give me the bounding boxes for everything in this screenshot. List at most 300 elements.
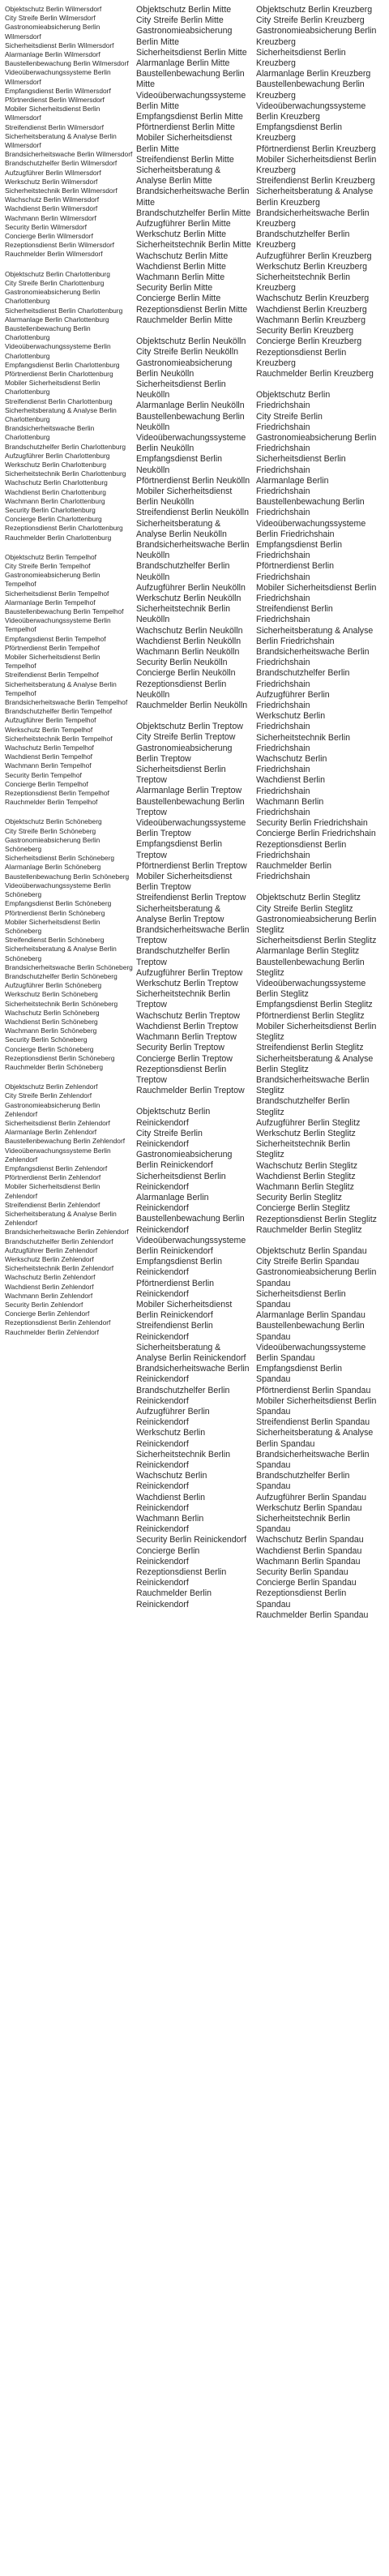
service-link[interactable]: Wachschutz Berlin Steglitz <box>256 1160 358 1171</box>
service-link[interactable]: Aufzugführer Berlin Reinickendorf <box>136 1407 210 1428</box>
service-link[interactable]: Pförtnerdienst Berlin Charlottenburg <box>5 369 113 378</box>
service-link[interactable]: Mobiler Sicherheitsdienst Berlin Zehlendorf <box>5 1182 100 1200</box>
service-link[interactable]: Brandsicherheitswache Berlin Spandau <box>256 1449 370 1471</box>
service-link[interactable]: Brandschutzhelfer Berlin Kreuzberg <box>256 229 350 251</box>
service-link[interactable]: Empfangsdienst Berlin Schöneberg <box>5 899 112 908</box>
service-link[interactable]: Aufzugführer Berlin Treptow <box>136 967 243 978</box>
service-link[interactable]: Werkschutz Berlin Wilmersdorf <box>5 177 98 186</box>
service-link[interactable]: Rezeptionsdienst Berlin Steglitz <box>256 1214 377 1224</box>
service-link[interactable]: Sicherheitstechnik Berlin Schöneberg <box>5 999 118 1008</box>
service-link[interactable]: Wachmann Berlin Schöneberg <box>5 1027 97 1035</box>
service-link[interactable]: Mobiler Sicherheitsdienst Berlin Spandau <box>256 1395 377 1417</box>
service-link[interactable]: Sicherheitsdienst Berlin Spandau <box>256 1288 346 1309</box>
service-link[interactable]: Rauchmelder Berlin Neukölln <box>136 701 248 710</box>
service-link[interactable]: City Streife Berlin Neukölln <box>136 347 238 358</box>
service-link[interactable]: Mobiler Sicherheitsdienst Berlin Wilmersdorf <box>5 105 100 122</box>
service-link[interactable]: Mobiler Sicherheitsdienst Berlin Steglitz <box>256 1021 377 1043</box>
service-link[interactable]: Gastronomieabsicherung Berlin Friedrichshain <box>256 432 377 454</box>
service-link[interactable]: Werkschutz Berlin Charlottenburg <box>5 460 107 469</box>
service-link[interactable]: Mobiler Sicherheitsdienst Berlin Charlottenburg <box>5 379 100 396</box>
service-link[interactable]: Aufzugführer Berlin Schöneberg <box>5 981 102 990</box>
service-link[interactable]: Sicherheitstechnik Berlin Treptow <box>136 989 230 1010</box>
service-link[interactable]: Baustellenbewachung Berlin Mitte <box>136 69 245 90</box>
service-link[interactable]: Empfangsdienst Berlin Tempelhof <box>5 634 106 643</box>
service-link[interactable]: Baustellenbewachung Berlin Treptow <box>136 796 245 817</box>
service-link[interactable]: Alarmanlage Berlin Tempelhof <box>5 598 96 606</box>
service-link[interactable]: Brandsicherheitswache Berlin Neukölln <box>136 539 250 561</box>
service-link[interactable]: Rezeptionsdienst Berlin Treptow <box>136 1064 227 1085</box>
service-link[interactable]: Streifendienst Berlin Zehlendorf <box>5 1200 100 1209</box>
service-link[interactable]: Baustellenbewachung Berlin Reinickendorf <box>136 1214 245 1235</box>
service-link[interactable]: Baustellenbewachung Berlin Schöneberg <box>5 872 130 881</box>
service-link[interactable]: Gastronomieabsicherung Berlin Wilmersdorf <box>5 23 100 41</box>
service-link[interactable]: Alarmanlage Berlin Steglitz <box>256 946 360 957</box>
service-link[interactable]: Baustellenbewachung Berlin Charlottenburg <box>5 324 91 342</box>
service-link[interactable]: Videoüberwachungssysteme Berlin Spandau <box>256 1342 366 1363</box>
service-link[interactable]: Mobiler Sicherheitsdienst Berlin Friedrichshain <box>256 582 377 603</box>
service-link[interactable]: Wachmann Berlin Charlottenburg <box>5 496 105 505</box>
service-link[interactable]: Rauchmelder Berlin Tempelhof <box>5 798 98 807</box>
service-link[interactable]: Sicherheitsberatung & Analyse Berlin Friedrichshain <box>256 625 374 646</box>
service-link[interactable]: Sicherheitsberatung & Analyse Berlin Steglitz <box>256 1053 374 1074</box>
service-link[interactable]: Rauchmelder Berlin Zehlendorf <box>5 1327 99 1336</box>
service-link[interactable]: Wachschutz Berlin Charlottenburg <box>5 478 108 487</box>
service-link[interactable]: Wachdienst Berlin Zehlendorf <box>5 1282 94 1291</box>
service-link[interactable]: Baustellenbewachung Berlin Tempelhof <box>5 607 124 615</box>
service-link[interactable]: Brandschutzhelfer Berlin Wilmersdorf <box>5 159 118 168</box>
service-link[interactable]: Wachschutz Berlin Reinickendorf <box>136 1471 207 1492</box>
service-link[interactable]: Videoüberwachungssysteme Berlin Zehlendorf <box>5 1146 111 1164</box>
service-link[interactable]: Videoüberwachungssysteme Berlin Kreuzberg <box>256 101 366 122</box>
service-link[interactable]: Brandsicherheitswache Berlin Kreuzberg <box>256 208 370 229</box>
service-link[interactable]: Pförtnerdienst Berlin Reinickendorf <box>136 1278 214 1299</box>
service-link[interactable]: Gastronomieabsicherung Berlin Spandau <box>256 1267 377 1288</box>
service-link[interactable]: Aufzugführer Berlin Friedrichshain <box>256 689 330 710</box>
service-link[interactable]: City Streife Berlin Mitte <box>136 15 224 26</box>
service-link[interactable]: Gastronomieabsicherung Berlin Mitte <box>136 26 233 47</box>
service-link[interactable]: Security Berlin Neukölln <box>136 658 228 668</box>
service-link[interactable]: Sicherheitsdienst Berlin Wilmersdorf <box>5 41 114 49</box>
service-link[interactable]: Aufzugführer Berlin Zehlendorf <box>5 1245 98 1254</box>
service-link[interactable]: Aufzugführer Berlin Neukölln <box>136 582 246 593</box>
service-link[interactable]: City Streife Berlin Treptow <box>136 732 236 743</box>
service-link[interactable]: Streifendienst Berlin Charlottenburg <box>5 396 113 405</box>
service-link[interactable]: Wachmann Berlin Tempelhof <box>5 761 92 770</box>
service-link[interactable]: Brandschutzhelfer Berlin Friedrichshain <box>256 668 350 689</box>
service-link[interactable]: Security Berlin Zehlendorf <box>5 1301 83 1309</box>
service-link[interactable]: Werkschutz Berlin Steglitz <box>256 1128 356 1138</box>
service-link[interactable]: Sicherheitsberatung & Analyse Berlin Treptow <box>136 903 224 924</box>
service-link[interactable]: Mobiler Sicherheitsdienst Berlin Reinickendorf <box>136 1299 233 1321</box>
service-link[interactable]: Pförtnerdienst Berlin Neukölln <box>136 475 250 486</box>
service-link[interactable]: Brandsicherheitswache Berlin Mitte <box>136 186 250 208</box>
service-link[interactable]: Rezeptionsdienst Berlin Schöneberg <box>5 1053 115 1062</box>
service-link[interactable]: Sicherheitsdienst Berlin Neukölln <box>136 379 226 401</box>
service-link[interactable]: Alarmanlage Berlin Zehlendorf <box>5 1128 97 1137</box>
service-link[interactable]: Empfangsdienst Berlin Wilmersdorf <box>5 86 111 95</box>
service-link[interactable]: City Streife Berlin Reinickendorf <box>136 1128 203 1149</box>
service-link[interactable]: Concierge Berlin Schöneberg <box>5 1044 94 1053</box>
service-link[interactable]: Brandsicherheitswache Berlin Treptow <box>136 925 250 946</box>
service-link[interactable]: Baustellenbewachung Berlin Zehlendorf <box>5 1137 126 1146</box>
service-link[interactable]: Wachmann Berlin Friedrichshain <box>256 796 324 818</box>
service-link[interactable]: Sicherheitsdienst Berlin Steglitz <box>256 936 377 946</box>
service-link[interactable]: Sicherheitsdienst Berlin Zehlendorf <box>5 1118 110 1127</box>
service-link[interactable]: Sicherheitsberatung & Analyse Berlin Wilmersdorf <box>5 131 117 150</box>
service-link[interactable]: Videoüberwachungssysteme Berlin Neukölln <box>136 432 246 454</box>
service-link[interactable]: Wachschutz Berlin Friedrichshain <box>256 754 327 775</box>
service-link[interactable]: Mobiler Sicherheitsdienst Berlin Neukölln <box>136 486 233 508</box>
service-link[interactable]: Objektschutz Berlin Mitte <box>136 5 232 15</box>
service-link[interactable]: Security Berlin Schöneberg <box>5 1035 88 1044</box>
service-link[interactable]: Alarmanlage Berlin Charlottenburg <box>5 315 109 324</box>
service-link[interactable]: Wachmann Berlin Steglitz <box>256 1181 354 1192</box>
service-link[interactable]: Rauchmelder Berlin Steglitz <box>256 1224 362 1235</box>
service-link[interactable]: Sicherheitstechnik Berlin Neukölln <box>136 604 230 625</box>
service-link[interactable]: Alarmanlage Berlin Reinickendorf <box>136 1192 209 1214</box>
service-link[interactable]: Rezeptionsdienst Berlin Charlottenburg <box>5 524 123 533</box>
service-link[interactable]: Wachschutz Berlin Wilmersdorf <box>5 195 100 204</box>
service-link[interactable]: Streifendienst Berlin Wilmersdorf <box>5 122 104 131</box>
service-link[interactable]: Security Berlin Friedrichshain <box>256 818 368 829</box>
service-link[interactable]: Streifendienst Berlin Schöneberg <box>5 936 105 945</box>
service-link[interactable]: Wachmann Berlin Reinickendorf <box>136 1514 204 1535</box>
service-link[interactable]: Empfangsdienst Berlin Kreuzberg <box>256 122 342 144</box>
service-link[interactable]: Concierge Berlin Wilmersdorf <box>5 232 93 241</box>
service-link[interactable]: Brandschutzhelfer Berlin Steglitz <box>256 1096 350 1117</box>
service-link[interactable]: Werkschutz Berlin Spandau <box>256 1502 362 1513</box>
service-link[interactable]: Streifendienst Berlin Reinickendorf <box>136 1321 213 1342</box>
service-link[interactable]: Wachdienst Berlin Charlottenburg <box>5 487 106 496</box>
service-link[interactable]: Sicherheitstechnik Berlin Zehlendorf <box>5 1264 114 1273</box>
service-link[interactable]: Streifendienst Berlin Steglitz <box>256 1043 364 1053</box>
service-link[interactable]: Wachschutz Berlin Zehlendorf <box>5 1273 96 1282</box>
service-link[interactable]: Brandschutzhelfer Berlin Mitte <box>136 208 251 218</box>
service-link[interactable]: Brandschutzhelfer Berlin Charlottenburg <box>5 442 126 451</box>
service-link[interactable]: Rauchmelder Berlin Kreuzberg <box>256 368 374 379</box>
service-link[interactable]: Rezeptionsdienst Berlin Wilmersdorf <box>5 241 114 250</box>
service-link[interactable]: Baustellenbewachung Berlin Neukölln <box>136 411 245 432</box>
service-link[interactable]: Objektschutz Berlin Schöneberg <box>5 817 102 826</box>
service-link[interactable]: Wachmann Berlin Wilmersdorf <box>5 213 96 222</box>
service-link[interactable]: Mobiler Sicherheitsdienst Berlin Kreuzberg <box>256 154 377 176</box>
service-link[interactable]: City Streife Berlin Schöneberg <box>5 826 96 835</box>
service-link[interactable]: Pförtnerdienst Berlin Schöneberg <box>5 908 105 917</box>
service-link[interactable]: Sicherheitsberatung & Analyse Berlin Reinickendorf <box>136 1342 246 1363</box>
service-link[interactable]: Brandsicherheitswache Berlin Friedrichshain <box>256 646 370 668</box>
service-link[interactable]: Wachmann Berlin Neukölln <box>136 646 240 657</box>
service-link[interactable]: Gastronomieabsicherung Berlin Neukölln <box>136 358 233 379</box>
service-link[interactable]: Gastronomieabsicherung Berlin Treptow <box>136 743 233 764</box>
service-link[interactable]: Pförtnerdienst Berlin Treptow <box>136 860 247 871</box>
service-link[interactable]: Wachdienst Berlin Kreuzberg <box>256 304 367 315</box>
service-link[interactable]: Wachschutz Berlin Mitte <box>136 251 229 261</box>
service-link[interactable]: Rauchmelder Berlin Treptow <box>136 1086 245 1096</box>
service-link[interactable]: Aufzugführer Berlin Tempelhof <box>5 716 96 725</box>
service-link[interactable]: Sicherheitsberatung & Analyse Berlin Tempelhof <box>5 679 117 697</box>
service-link[interactable]: Security Berlin Kreuzberg <box>256 326 354 336</box>
service-link[interactable]: Streifendienst Berlin Tempelhof <box>5 671 99 679</box>
service-link[interactable]: Security Berlin Wilmersdorf <box>5 222 87 231</box>
service-link[interactable]: Sicherheitsdienst Berlin Reinickendorf <box>136 1171 226 1192</box>
service-link[interactable]: Wachdienst Berlin Spandau <box>256 1545 362 1556</box>
service-link[interactable]: Brandsicherheitswache Berlin Zehlendorf <box>5 1228 129 1237</box>
service-link[interactable]: City Streife Berlin Spandau <box>256 1257 360 1267</box>
service-link[interactable]: Sicherheitsdienst Berlin Tempelhof <box>5 589 109 598</box>
service-link[interactable]: Brandschutzhelfer Berlin Zehlendorf <box>5 1237 113 1245</box>
service-link[interactable]: Pförtnerdienst Berlin Mitte <box>136 122 235 133</box>
service-link[interactable]: Wachdienst Berlin Treptow <box>136 1021 238 1031</box>
service-link[interactable]: Rezeptionsdienst Berlin Spandau <box>256 1588 347 1609</box>
service-link[interactable]: Pförtnerdienst Berlin Zehlendorf <box>5 1173 101 1182</box>
service-link[interactable]: Empfangsdienst Berlin Neukölln <box>136 454 222 475</box>
service-link[interactable]: Concierge Berlin Tempelhof <box>5 779 88 788</box>
service-link[interactable]: Wachmann Berlin Mitte <box>136 272 225 283</box>
service-link[interactable]: Sicherheitstechnik Berlin Mitte <box>136 240 251 251</box>
service-link[interactable]: Alarmanlage Berlin Treptow <box>136 786 242 796</box>
service-link[interactable]: Aufzugführer Berlin Wilmersdorf <box>5 168 101 177</box>
service-link[interactable]: Rezeptionsdienst Berlin Neukölln <box>136 679 227 700</box>
service-link[interactable]: Werkschutz Berlin Schöneberg <box>5 990 98 999</box>
service-link[interactable]: Mobiler Sicherheitsdienst Berlin Mitte <box>136 133 233 154</box>
service-link[interactable]: Pförtnerdienst Berlin Friedrichshain <box>256 561 334 582</box>
service-link[interactable]: Streifendienst Berlin Spandau <box>256 1417 370 1428</box>
service-link[interactable]: Empfangsdienst Berlin Treptow <box>136 839 222 860</box>
service-link[interactable]: Wachdienst Berlin Reinickendorf <box>136 1492 205 1513</box>
service-link[interactable]: Gastronomieabsicherung Berlin Zehlendorf <box>5 1100 100 1118</box>
service-link[interactable]: Sicherheitsberatung & Analyse Berlin Spandau <box>256 1428 374 1449</box>
service-link[interactable]: Concierge Berlin Reinickendorf <box>136 1545 200 1567</box>
service-link[interactable]: Objektschutz Berlin Friedrichshain <box>256 390 331 411</box>
service-link[interactable]: Sicherheitstechnik Berlin Charlottenburg <box>5 469 126 478</box>
service-link[interactable]: Pförtnerdienst Berlin Spandau <box>256 1385 371 1395</box>
service-link[interactable]: Mobiler Sicherheitsdienst Berlin Tempelhof <box>5 653 100 671</box>
service-link[interactable]: Concierge Berlin Zehlendorf <box>5 1309 90 1318</box>
service-link[interactable]: Gastronomieabsicherung Berlin Kreuzberg <box>256 26 377 47</box>
service-link[interactable]: Wachschutz Berlin Treptow <box>136 1010 240 1021</box>
service-link[interactable]: Sicherheitsdienst Berlin Treptow <box>136 765 226 786</box>
service-link[interactable]: Empfangsdienst Berlin Charlottenburg <box>5 360 120 369</box>
service-link[interactable]: Alarmanlage Berlin Spandau <box>256 1310 365 1321</box>
service-link[interactable]: Rauchmelder Berlin Schöneberg <box>5 1062 104 1071</box>
service-link[interactable]: Security Berlin Reinickendorf <box>136 1535 247 1545</box>
service-link[interactable]: Werkschutz Berlin Kreuzberg <box>256 261 367 272</box>
service-link[interactable]: Security Berlin Steglitz <box>256 1193 342 1203</box>
service-link[interactable]: Objektschutz Berlin Spandau <box>256 1245 367 1256</box>
service-link[interactable]: Sicherheitsberatung & Analyse Berlin Schöneberg <box>5 945 117 962</box>
service-link[interactable]: Security Berlin Tempelhof <box>5 770 82 779</box>
service-link[interactable]: Objektschutz Berlin Wilmersdorf <box>5 5 102 13</box>
service-link[interactable]: Brandsicherheitswache Berlin Wilmersdorf <box>5 150 133 159</box>
service-link[interactable]: Videoüberwachungssysteme Berlin Tempelhof <box>5 616 111 634</box>
service-link[interactable]: Rauchmelder Berlin Reinickendorf <box>136 1588 212 1609</box>
service-link[interactable]: Werkschutz Berlin Mitte <box>136 229 227 240</box>
service-link[interactable]: Aufzugführer Berlin Mitte <box>136 219 231 229</box>
service-link[interactable]: Sicherheitsdienst Berlin Charlottenburg <box>5 306 123 315</box>
service-link[interactable]: Videoüberwachungssysteme Berlin Charlottenburg <box>5 342 111 360</box>
service-link[interactable]: Videoüberwachungssysteme Berlin Wilmersdorf <box>5 68 111 86</box>
service-link[interactable]: Rauchmelder Berlin Wilmersdorf <box>5 250 103 259</box>
service-link[interactable]: Sicherheitsberatung & Analyse Berlin Charlottenburg <box>5 405 117 423</box>
service-link[interactable]: Sicherheitstechnik Berlin Kreuzberg <box>256 272 350 294</box>
service-link[interactable]: Empfangsdienst Berlin Reinickendorf <box>136 1257 222 1278</box>
service-link[interactable]: Brandsicherheitswache Berlin Reinickendorf <box>136 1364 250 1385</box>
service-link[interactable]: Sicherheitstechnik Berlin Reinickendorf <box>136 1449 230 1471</box>
service-link[interactable]: City Streife Berlin Kreuzberg <box>256 15 365 26</box>
service-link[interactable]: Rauchmelder Berlin Friedrichshain <box>256 861 332 882</box>
service-link[interactable]: Objektschutz Berlin Kreuzberg <box>256 5 373 15</box>
service-link[interactable]: Werkschutz Berlin Treptow <box>136 979 238 989</box>
service-link[interactable]: Wachschutz Berlin Kreuzberg <box>256 294 370 304</box>
service-link[interactable]: Aufzugführer Berlin Kreuzberg <box>256 251 372 261</box>
service-link[interactable]: Alarmanlage Berlin Wilmersdorf <box>5 50 100 59</box>
service-link[interactable]: Sicherheitstechnik Berlin Wilmersdorf <box>5 186 118 195</box>
service-link[interactable]: Rauchmelder Berlin Charlottenburg <box>5 533 112 542</box>
service-link[interactable]: Gastronomieabsicherung Berlin Reinickendorf <box>136 1150 233 1171</box>
service-link[interactable]: Empfangsdienst Berlin Steglitz <box>256 1000 373 1010</box>
service-link[interactable]: Brandschutzhelfer Berlin Schöneberg <box>5 971 118 980</box>
service-link[interactable]: Wachdienst Berlin Schöneberg <box>5 1017 98 1026</box>
service-link[interactable]: Wachschutz Berlin Tempelhof <box>5 744 94 752</box>
service-link[interactable]: Wachmann Berlin Zehlendorf <box>5 1291 93 1300</box>
service-link[interactable]: Wachmann Berlin Spandau <box>256 1556 361 1567</box>
service-link[interactable]: Alarmanlage Berlin Friedrichshain <box>256 475 329 496</box>
service-link[interactable]: Wachdienst Berlin Mitte <box>136 261 226 272</box>
service-link[interactable]: Rauchmelder Berlin Mitte <box>136 315 233 325</box>
service-link[interactable]: Concierge Berlin Friedrichshain <box>256 829 376 839</box>
service-link[interactable]: Streifendienst Berlin Friedrichshain <box>256 604 333 625</box>
service-link[interactable]: Brandsicherheitswache Berlin Steglitz <box>256 1074 370 1096</box>
service-link[interactable]: Werkschutz Berlin Tempelhof <box>5 725 93 734</box>
service-link[interactable]: Baustellenbewachung Berlin Friedrichshain <box>256 497 365 518</box>
service-link[interactable]: City Streife Berlin Steglitz <box>256 903 353 914</box>
service-link[interactable]: Videoüberwachungssysteme Berlin Steglitz <box>256 979 366 1000</box>
service-link[interactable]: Pförtnerdienst Berlin Tempelhof <box>5 643 100 652</box>
service-link[interactable]: Sicherheitstechnik Berlin Friedrichshain <box>256 732 350 753</box>
service-link[interactable]: Wachdienst Berlin Tempelhof <box>5 752 92 761</box>
service-link[interactable]: Sicherheitsdienst Berlin Mitte <box>136 47 247 58</box>
service-link[interactable]: Empfangsdienst Berlin Spandau <box>256 1364 342 1385</box>
service-link[interactable]: Concierge Berlin Kreuzberg <box>256 336 362 347</box>
service-link[interactable]: Gastronomieabsicherung Berlin Tempelhof <box>5 571 100 589</box>
service-link[interactable]: Brandschutzhelfer Berlin Spandau <box>256 1471 350 1492</box>
service-link[interactable]: Alarmanlage Berlin Mitte <box>136 58 230 69</box>
service-link[interactable]: Sicherheitsberatung & Analyse Berlin Kreuzberg <box>256 186 374 208</box>
service-link[interactable]: Objektschutz Berlin Charlottenburg <box>5 269 110 278</box>
service-link[interactable]: Alarmanlage Berlin Kreuzberg <box>256 69 371 79</box>
service-link[interactable]: Sicherheitsdienst Berlin Friedrichshain <box>256 454 346 475</box>
service-link[interactable]: City Streife Berlin Charlottenburg <box>5 278 105 287</box>
service-link[interactable]: Videoüberwachungssysteme Berlin Friedrichshain <box>256 518 366 539</box>
service-link[interactable]: Wachschutz Berlin Spandau <box>256 1535 364 1545</box>
service-link[interactable]: Objektschutz Berlin Neukölln <box>136 336 246 347</box>
service-link[interactable]: Brandschutzhelfer Berlin Treptow <box>136 946 230 967</box>
service-link[interactable]: Baustellenbewachung Berlin Steglitz <box>256 957 365 978</box>
service-link[interactable]: Sicherheitsdienst Berlin Schöneberg <box>5 854 115 863</box>
service-link[interactable]: Wachschutz Berlin Neukölln <box>136 625 243 636</box>
service-link[interactable]: Brandsicherheitswache Berlin Tempelhof <box>5 698 128 707</box>
service-link[interactable]: Videoüberwachungssysteme Berlin Mitte <box>136 90 246 111</box>
service-link[interactable]: Security Berlin Spandau <box>256 1567 348 1578</box>
service-link[interactable]: Gastronomieabsicherung Berlin Charlottenburg <box>5 288 100 306</box>
service-link[interactable]: Baustellenbewachung Berlin Kreuzberg <box>256 79 365 101</box>
service-link[interactable]: Aufzugführer Berlin Charlottenburg <box>5 451 110 460</box>
service-link[interactable]: Concierge Berlin Neukölln <box>136 668 236 679</box>
service-link[interactable]: City Streife Berlin Zehlendorf <box>5 1091 92 1100</box>
service-link[interactable]: Baustellenbewachung Berlin Wilmersdorf <box>5 59 129 68</box>
service-link[interactable]: Alarmanlage Berlin Schöneberg <box>5 863 101 872</box>
service-link[interactable]: Mobiler Sicherheitsdienst Berlin Schöneberg <box>5 917 100 935</box>
service-link[interactable]: Alarmanlage Berlin Neukölln <box>136 401 245 411</box>
service-link[interactable]: Werkschutz Berlin Neukölln <box>136 593 242 603</box>
service-link[interactable]: Objektschutz Berlin Zehlendorf <box>5 1082 98 1091</box>
service-link[interactable]: Gastronomieabsicherung Berlin Schöneberg <box>5 835 100 854</box>
service-link[interactable]: Rezeptionsdienst Berlin Zehlendorf <box>5 1318 111 1327</box>
service-link[interactable]: Sicherheitstechnik Berlin Tempelhof <box>5 734 113 743</box>
service-link[interactable]: Aufzugführer Berlin Steglitz <box>256 1117 361 1128</box>
service-link[interactable]: Mobiler Sicherheitsdienst Berlin Treptow <box>136 872 233 893</box>
service-link[interactable]: Rezeptionsdienst Berlin Friedrichshain <box>256 839 347 860</box>
service-link[interactable]: Werkschutz Berlin Friedrichshain <box>256 711 326 732</box>
service-link[interactable]: Streifendienst Berlin Mitte <box>136 154 234 165</box>
service-link[interactable]: City Streife Berlin Friedrichshain <box>256 411 323 432</box>
service-link[interactable]: Sicherheitsberatung & Analyse Berlin Mitte <box>136 165 221 186</box>
service-link[interactable]: Wachschutz Berlin Schöneberg <box>5 1008 100 1017</box>
service-link[interactable]: Wachdienst Berlin Friedrichshain <box>256 775 325 796</box>
service-link[interactable]: Baustellenbewachung Berlin Spandau <box>256 1321 365 1342</box>
service-link[interactable]: Empfangsdienst Berlin Zehlendorf <box>5 1164 108 1172</box>
service-link[interactable]: Videoüberwachungssysteme Berlin Reinickendorf <box>136 1235 246 1256</box>
service-link[interactable]: Concierge Berlin Treptow <box>136 1053 233 1064</box>
service-link[interactable]: Rauchmelder Berlin Spandau <box>256 1609 369 1620</box>
service-link[interactable]: Wachdienst Berlin Steglitz <box>256 1171 356 1181</box>
service-link[interactable]: Objektschutz Berlin Tempelhof <box>5 552 96 561</box>
service-link[interactable]: City Streife Berlin Tempelhof <box>5 561 91 570</box>
service-link[interactable]: Pförtnerdienst Berlin Kreuzberg <box>256 144 376 154</box>
service-link[interactable]: Rezeptionsdienst Berlin Tempelhof <box>5 789 109 798</box>
service-link[interactable]: Concierge Berlin Mitte <box>136 294 221 304</box>
service-link[interactable]: Empfangsdienst Berlin Mitte <box>136 112 243 122</box>
service-link[interactable]: Sicherheitsberatung & Analyse Berlin Zehlendorf <box>5 1210 117 1228</box>
service-link[interactable]: Streifendienst Berlin Neukölln <box>136 508 249 518</box>
service-link[interactable]: Security Berlin Treptow <box>136 1043 224 1053</box>
service-link[interactable]: Gastronomieabsicherung Berlin Steglitz <box>256 914 377 936</box>
service-link[interactable]: Rezeptionsdienst Berlin Reinickendorf <box>136 1567 227 1588</box>
service-link[interactable]: Videoüberwachungssysteme Berlin Schöneberg <box>5 881 111 899</box>
service-link[interactable]: Sicherheitstechnik Berlin Spandau <box>256 1514 350 1535</box>
service-link[interactable]: Aufzugführer Berlin Spandau <box>256 1492 367 1502</box>
service-link[interactable]: Videoüberwachungssysteme Berlin Treptow <box>136 818 246 839</box>
service-link[interactable]: Brandsicherheitswache Berlin Charlottenburg <box>5 424 95 442</box>
service-link[interactable]: Streifendienst Berlin Kreuzberg <box>256 176 375 186</box>
service-link[interactable]: Brandsicherheitswache Berlin Schöneberg <box>5 962 133 971</box>
service-link[interactable]: Rezeptionsdienst Berlin Mitte <box>136 304 248 315</box>
service-link[interactable]: Objektschutz Berlin Reinickendorf <box>136 1107 211 1128</box>
service-link[interactable]: Wachdienst Berlin Neukölln <box>136 636 242 646</box>
service-link[interactable]: Sicherheitstechnik Berlin Steglitz <box>256 1139 350 1160</box>
service-link[interactable]: Wachmann Berlin Kreuzberg <box>256 315 366 325</box>
service-link[interactable]: Objektschutz Berlin Treptow <box>136 722 243 732</box>
service-link[interactable]: Brandschutzhelfer Berlin Tempelhof <box>5 707 113 716</box>
service-link[interactable]: Concierge Berlin Spandau <box>256 1578 357 1588</box>
service-link[interactable]: Sicherheitsdienst Berlin Kreuzberg <box>256 47 346 69</box>
service-link[interactable]: Rezeptionsdienst Berlin Kreuzberg <box>256 347 347 368</box>
service-link[interactable]: Brandschutzhelfer Berlin Reinickendorf <box>136 1385 230 1406</box>
service-link[interactable]: Concierge Berlin Steglitz <box>256 1203 350 1214</box>
service-link[interactable]: Brandschutzhelfer Berlin Neukölln <box>136 561 230 582</box>
service-link[interactable]: Empfangsdienst Berlin Friedrichshain <box>256 539 342 561</box>
service-link[interactable]: Security Berlin Mitte <box>136 283 213 294</box>
